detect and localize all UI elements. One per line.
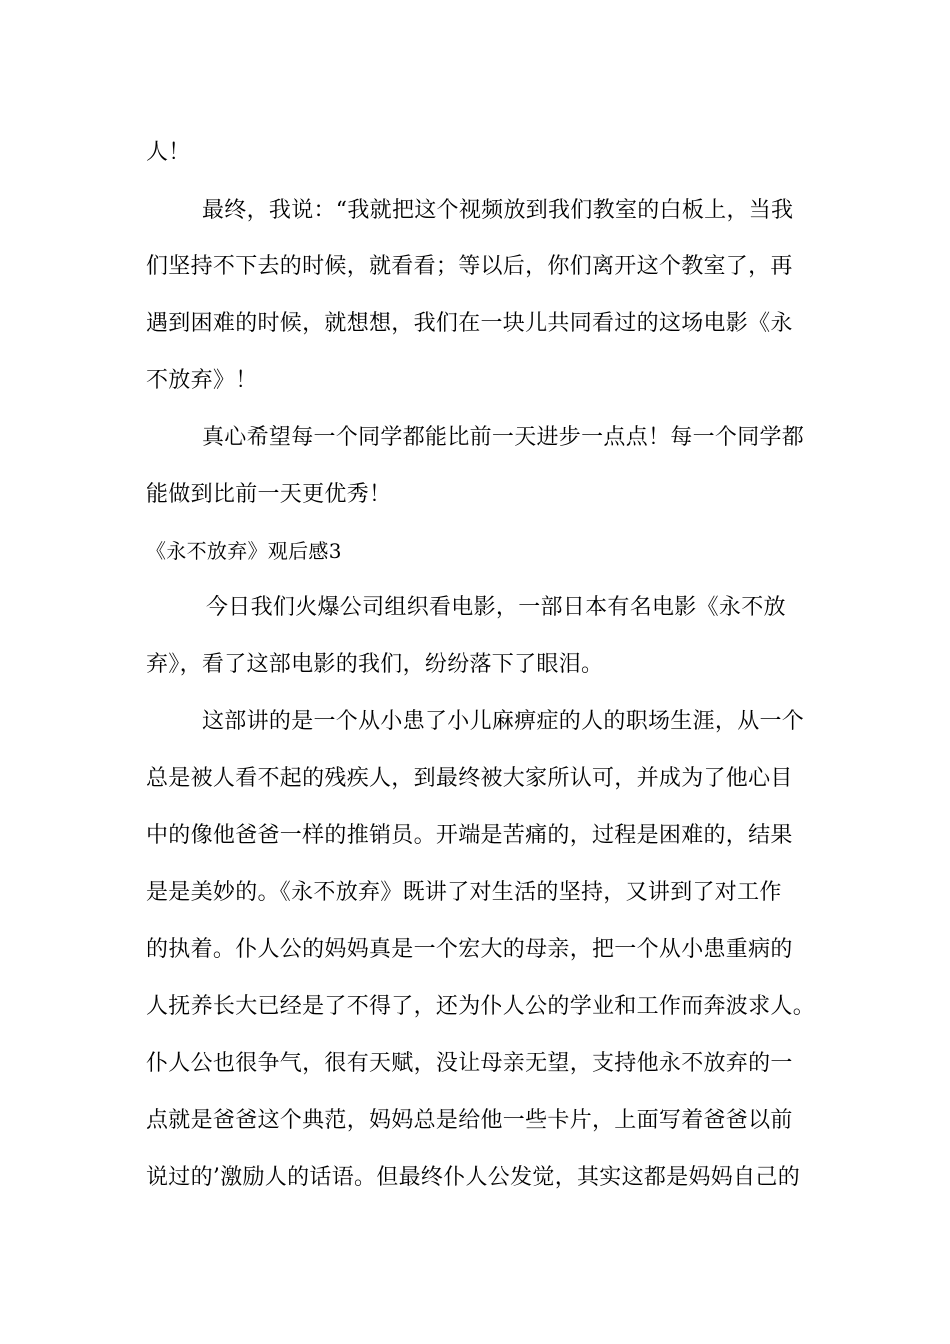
text-line: 弃》，看了这部电影的我们，纷纷落下了眼泪。 bbox=[146, 652, 604, 677]
text-line: 是是美妙的。《永不放弃》既讲了对生活的坚持，又讲到了对工作 bbox=[146, 880, 782, 905]
text-line: 点就是爸爸这个典范，妈妈总是给他一些卡片，上面写着爸爸以前 bbox=[146, 1108, 793, 1133]
text-line: 今日我们火爆公司组织看电影，一部日本有名电影《永不放 bbox=[206, 595, 786, 620]
text-line: 真心希望每一个同学都能比前一天进步一点点！每一个同学都 bbox=[202, 425, 805, 450]
text-line: 仆人公也很争气，很有天赋，没让母亲无望，支持他永不放弃的一 bbox=[146, 1051, 793, 1076]
text-line: 能做到比前一天更优秀！ bbox=[146, 482, 392, 507]
text-line: 说过的’激励人的话语。但最终仆人公发觉，其实这都是妈妈自己的 bbox=[146, 1165, 800, 1190]
text-line: 们坚持不下去的时候，就看看；等以后，你们离开这个教室了，再 bbox=[146, 254, 793, 279]
text-line: 遇到困难的时候，就想想，我们在一块儿共同看过的这场电影《永 bbox=[146, 311, 793, 336]
text-line: 最终，我说：“我就把这个视频放到我们教室的白板上，当我 bbox=[202, 198, 794, 223]
section-heading: 《永不放弃》观后感3 bbox=[146, 539, 342, 563]
text-line: 的执着。仆人公的妈妈真是一个宏大的母亲，把一个从小患重病的 bbox=[146, 937, 793, 962]
text-line: 中的像他爸爸一样的推销员。开端是苦痛的，过程是困难的，结果 bbox=[146, 823, 793, 848]
text-line: 总是被人看不起的残疾人，到最终被大家所认可，并成为了他心目 bbox=[146, 766, 793, 791]
text-line: 人！ bbox=[146, 140, 191, 165]
text-line: 人抚养长大已经是了不得了，还为仆人公的学业和工作而奔波求人。 bbox=[146, 994, 816, 1019]
text-line: 不放弃》！ bbox=[146, 368, 258, 393]
text-line: 这部讲的是一个从小患了小儿麻痹症的人的职场生涯，从一个 bbox=[202, 709, 805, 734]
